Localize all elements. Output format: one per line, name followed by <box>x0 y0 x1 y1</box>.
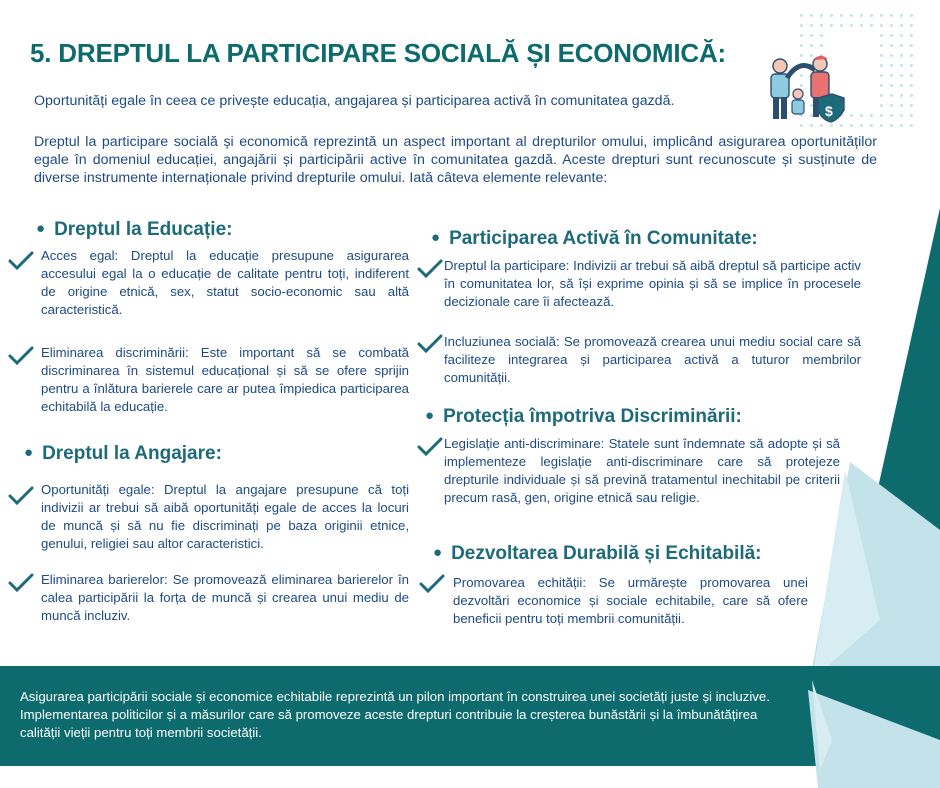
bullet-dot: ● <box>425 407 435 424</box>
footer-text: Asigurarea participării sociale și economice echitabile reprezintă un pilon important în construirea unei societăți juste și incluzive. Implementarea politicilor și a măsurilor care să promoveze aceste drepturi contribuie la creșterea bunăstării și la îmbunătățirea calității vieții pentru toți membrii societății. <box>20 689 770 740</box>
bullet-dot: ● <box>433 544 443 561</box>
education-item-1: Acces egal: Dreptul la educație presupune asigurarea accesului egal la o educație de calitate pentru toți, indiferent de origine etnică, sex, statut socio-economic sau altă caracteristică. <box>41 248 409 317</box>
community-item-2: Incluziunea socială: Se promovează crearea unui mediu social care să faciliteze integrarea și participarea activă a tuturor membrilor comunității. <box>444 334 861 385</box>
heading-sustainable: ● Dezvoltarea Durabilă și Echitabilă: <box>433 543 762 564</box>
subtitle: Oportunități egale în ceea ce privește educația, angajarea și participarea activă în comunitatea gazdă. <box>34 93 675 109</box>
bullet-dot: ● <box>36 220 46 237</box>
page-title: 5. DREPTUL LA PARTICIPARE SOCIALĂ ȘI ECONOMICĂ: <box>30 38 727 68</box>
heading-education: ● Dreptul la Educație: <box>36 219 233 240</box>
heading-discrimination: ● Protecția împotriva Discriminării: <box>425 406 742 427</box>
community-item-1: Dreptul la participare: Indivizii ar trebui să aibă dreptul să participe activ în comunitatea lor, să își exprime opinia și să se implice în procesele decizionale care îi afectează. <box>444 258 861 309</box>
bullet-dot: ● <box>24 444 34 461</box>
sustainable-item-1: Promovarea echității: Se urmărește promovarea unei dezvoltări economice și sociale echitabile, care să ofere beneficii pentru toți membrii comunității. <box>453 575 808 626</box>
education-item-2: Eliminarea discriminării: Este important să se combată discriminarea în sistemul educațional și să se ofere sprijin pentru a înlătura barierele care ar putea împiedica participarea echitabilă la educație. <box>41 345 409 414</box>
bullet-dot: ● <box>431 229 441 246</box>
intro-paragraph: Dreptul la participare socială și economică reprezintă un aspect important al drepturilor omului, implicând asigurarea oportunităților egale în domeniul educației, angajării și participării active în comunitatea gazdă. Aceste drepturi sunt recunoscute și susținute de diverse instrumente internaționale privind drepturile omului. Iată câteva elemente relevante: <box>34 134 877 186</box>
heading-community: ● Participarea Activă în Comunitate: <box>431 228 758 249</box>
discrimination-item-1: Legislație anti-discriminare: Statele sunt îndemnate să adopte și să implementeze legislație anti-discriminare care să protejeze drepturile individuale și să prevină tratamentul inechitabil pe criterii precum rasă, gen, origine etnică sau religie. <box>444 436 840 505</box>
employment-item-2: Eliminarea barierelor: Se promovează eliminarea barierelor în calea participării la forța de muncă și crearea unui mediu de muncă incluziv. <box>41 572 409 623</box>
heading-employment: ● Dreptul la Angajare: <box>24 443 222 464</box>
svg-text:$: $ <box>825 103 833 119</box>
employment-item-1: Oportunități egale: Dreptul la angajare presupune că toți indivizii ar trebui să aibă oportunități egale de acces la locuri de muncă și să nu fie discriminați pe baza originii etnice, genului, religiei sau altor caracteristici. <box>41 482 409 551</box>
